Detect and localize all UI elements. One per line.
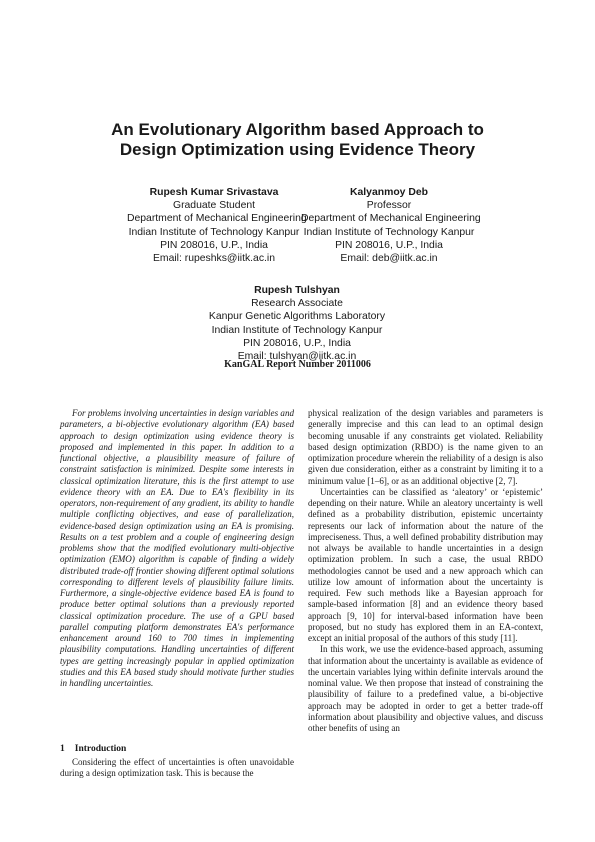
body-paragraph: Uncertainties can be classified as ‘aleatory’ or ‘epistemic’ depending on their nature. While an aleatory uncertainty is well defined as a probability distribution, epistemic uncertainty represents our lack of information about the nature of the impreciseness. Thus, a well defined probability distribution may not always be available to handle uncertainties in a design optimization problem. In such a case, the usual RBDO methodologies cannot be used and a new approach which can utilize low amount of information about the uncertainty is required. Few such methods like a Bayesian approach for sample-based information [8] and an evidence theory based approach [9, 10] for interval-based information have been proposed, but no study has explored them in an EA-context, except an initial proposal of the authors of this study [11]. <box>308 486 543 643</box>
body-paragraph: In this work, we use the evidence-based approach, assuming that information about the uncertainty is available as evidence of the uncertain variables lying within definite intervals around the nominal value. We then propose that instead of constraining the plausibility of failure to a predefined value, a bi-objective approach may be adopted in order to get a better trade-off information about plausibility and objective values, and discuss other benefits of using an <box>308 644 543 733</box>
author-position: Research Associate <box>251 298 343 310</box>
author-department: Kanpur Genetic Algorithms Laboratory <box>208 311 386 323</box>
section-heading <box>60 744 294 754</box>
section-title: Introduction <box>74 744 127 754</box>
report-number: KanGAL Report Number 2011006 <box>224 359 371 370</box>
author-block-3 <box>207 284 387 363</box>
author-position: Professor <box>366 200 412 212</box>
author-email: Email: deb@iitk.ac.in <box>340 253 438 265</box>
author-department: Department of Mechanical Engineering <box>127 213 307 225</box>
title-line-1: An Evolutionary Algorithm based Approach to <box>111 120 484 139</box>
title-line-2: Design Optimization using Evidence Theory <box>119 140 476 159</box>
abstract: For problems involving uncertainties in design variables and parameters, a bi-objective evolutionary algorithm (EA) based approach to design optimization using evidence theory is proposed and implemented in this paper. In addition to a functional objective, a plausibility measure of failure of constraint satisfaction is minimized. Despite some interests in classical optimization literature, this is the first attempt to use evidence theory with an EA. Due to EA's flexibility in its operators, non-requirement of any gradient, its ability to handle multiple conflicting objectives, and ease of parallelization, evidence-based design optimization using an EA is promising. Results on a test problem and a couple of engineering design problems show that the modified evolutionary multi-objective optimization (EMO) algorithm is capable of finding a widely distributed trade-off frontier showing different optimal solutions corresponding to different levels of plausibility failure limits. Furthermore, a single-objective evidence based EA is found to produce better optimal solutions than a previously reported classical optimization procedure. The use of a GPU based parallel computing platform demonstrates EA's performance enhancement around 160 to 700 times in implementing plausibility computations. Handling uncertainties of different types are getting increasingly popular in applied optimization studies and this EA based study should motivate further studies in handling uncertainties. <box>60 408 294 688</box>
paper-title <box>60 120 535 160</box>
author-institute: Indian Institute of Technology Kanpur <box>128 226 300 238</box>
author-email: Email: tulshyan@iitk.ac.in <box>237 351 357 363</box>
author-position: Graduate Student <box>172 200 256 212</box>
author-block-2 <box>301 186 481 265</box>
author-name: Rupesh Tulshyan <box>254 285 340 296</box>
author-institute: Indian Institute of Technology Kanpur <box>303 226 475 238</box>
author-email: Email: rupeshks@iitk.ac.in <box>153 253 275 265</box>
author-institute: Indian Institute of Technology Kanpur <box>211 324 383 336</box>
author-pin: PIN 208016, U.P., India <box>160 239 268 251</box>
author-department: Department of Mechanical Engineering <box>301 213 481 225</box>
author-name: Kalyanmoy Deb <box>350 187 428 198</box>
intro-paragraph-left: Considering the effect of uncertainties is often unavoidable during a design optimization task. This is because the <box>60 757 294 779</box>
right-column <box>308 408 543 734</box>
section-number: 1 <box>60 744 65 754</box>
body-paragraph: physical realization of the design variables and parameters is generally imprecise and this can lead to an optimal design becoming unusable if any constraints get violated. Reliability based design optimization (RBDO) is the name given to an optimization procedure wherein the reliability of a design is also given due consideration, either as a constraint by limiting it to a minimum value [1–6], or as an additional objective [2, 7]. <box>308 408 543 486</box>
author-block-1 <box>127 186 307 265</box>
author-pin: PIN 208016, U.P., India <box>243 337 351 349</box>
author-pin: PIN 208016, U.P., India <box>335 239 443 251</box>
author-name: Rupesh Kumar Srivastava <box>149 187 279 198</box>
